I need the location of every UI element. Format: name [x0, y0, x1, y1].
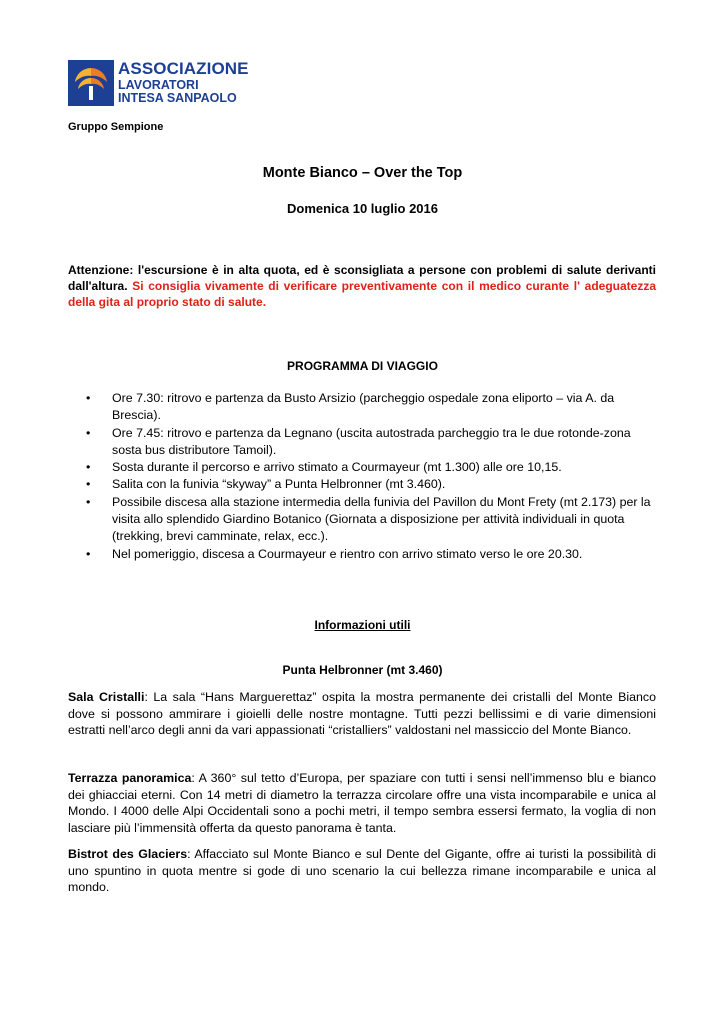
- paragraph-text: : A 360° sul tetto d’Europa, per spaziare con tutti i sensi nell’immenso blu e bianco dei ghiacciai eterni. Con 14 metri di diametro la terrazza circolare offre una vista incomparabile e unica al Mondo. I 4000 delle Alpi Occidentali sono a pochi metri, il tempo sembra essersi fermato, la voglia di non lasciare più l’immensità offerta da questo panorama è tanta.: [68, 771, 656, 835]
- logo-wordmark: [118, 60, 249, 105]
- logo-line-3: INTESA SANPAOLO: [118, 91, 237, 105]
- page-title: Monte Bianco – Over the Top: [262, 165, 463, 181]
- bullet-icon: •: [86, 425, 91, 440]
- bullet-icon: •: [86, 391, 91, 405]
- paragraph-text: : Affacciato sul Monte Bianco e sul Dente del Gigante, offre ai turisti la possibilità di uno spuntino in quota mentre si gode di uno scenario la cui bellezza rimane incomparabile e unica al mondo.: [68, 847, 656, 895]
- warning-text: Attenzione: l'escursione è in alta quota, ed è sconsigliata a persone con problemi di salute derivanti dall'altura.: [68, 263, 656, 293]
- group-name: Gruppo Sempione: [68, 121, 164, 133]
- paragraph-label: Sala Cristalli: [68, 690, 145, 704]
- list-item-text: Nel pomeriggio, discesa a Courmayeur e rientro con arrivo stimato verso le ore 20.30.: [112, 546, 583, 561]
- bullet-icon: •: [86, 546, 91, 561]
- list-item: [86, 425, 658, 460]
- logo-line-1: ASSOCIAZIONE: [118, 59, 249, 78]
- paragraph-text: : La sala “Hans Marguerettaz” ospita la mostra permanente dei cristalli del Monte Bianco dove si possono ammirare i gioielli delle nostre montagne. Tutti pezzi bellissimi e di varie dimensioni estratti nell’arco degli anni da vari appassionati “cristalliers” valdostani nel massiccio del Monte Bianco.: [68, 690, 656, 738]
- paragraph-label: Terrazza panoramica: [68, 771, 192, 785]
- list-item: [86, 494, 658, 546]
- bistrot-paragraph: [68, 846, 656, 896]
- bullet-icon: •: [86, 494, 91, 509]
- terrazza-panoramica-paragraph: [68, 770, 656, 836]
- list-item: [86, 459, 658, 476]
- paragraph-label: Bistrot des Glaciers: [68, 847, 188, 861]
- list-item: [86, 390, 658, 425]
- itinerary-list: [86, 390, 658, 563]
- list-item-text: Sosta durante il percorso e arrivo stimato a Courmayeur (mt 1.300) alle ore 10,15.: [112, 460, 562, 475]
- health-warning: [68, 262, 656, 310]
- list-item-text: Salita con la funivia “skyway” a Punta Helbronner (mt 3.460).: [112, 477, 446, 492]
- sala-cristalli-paragraph: [68, 689, 656, 739]
- bullet-icon: •: [86, 477, 91, 492]
- warning-advice: Si consiglia vivamente di verificare preventivamente con il medico curante l' adeguatezza della gita al proprio stato di salute.: [68, 279, 656, 309]
- info-heading: Informazioni utili: [314, 618, 411, 632]
- list-item: [86, 476, 658, 493]
- programma-heading: PROGRAMMA DI VIAGGIO: [287, 359, 438, 373]
- association-logo: [68, 59, 249, 106]
- punta-helbronner-heading: Punta Helbronner (mt 3.460): [282, 663, 443, 677]
- logo-emblem-icon: [68, 60, 114, 106]
- logo-line-2: LAVORATORI: [118, 78, 199, 92]
- list-item-text: Ore 7.45: ritrovo e partenza da Legnano (uscita autostrada parcheggio tra le due rotonde-zona sosta bus distributore Tamoil).: [112, 425, 631, 457]
- list-item-text: Ore 7.30: ritrovo e partenza da Busto Arsizio (parcheggio ospedale zona eliporto – via A. da Brescia).: [112, 391, 615, 423]
- bullet-icon: •: [86, 460, 91, 475]
- event-date: Domenica 10 luglio 2016: [286, 201, 438, 216]
- list-item-text: Possibile discesa alla stazione intermedia della funivia del Pavillon du Mont Frety (mt 2.173) per la visita allo splendido Giardino Botanico (Giornata a disposizione per attività individuali in quota (trekking, brevi camminate, relax, ecc.).: [112, 494, 651, 544]
- list-item: [86, 546, 658, 563]
